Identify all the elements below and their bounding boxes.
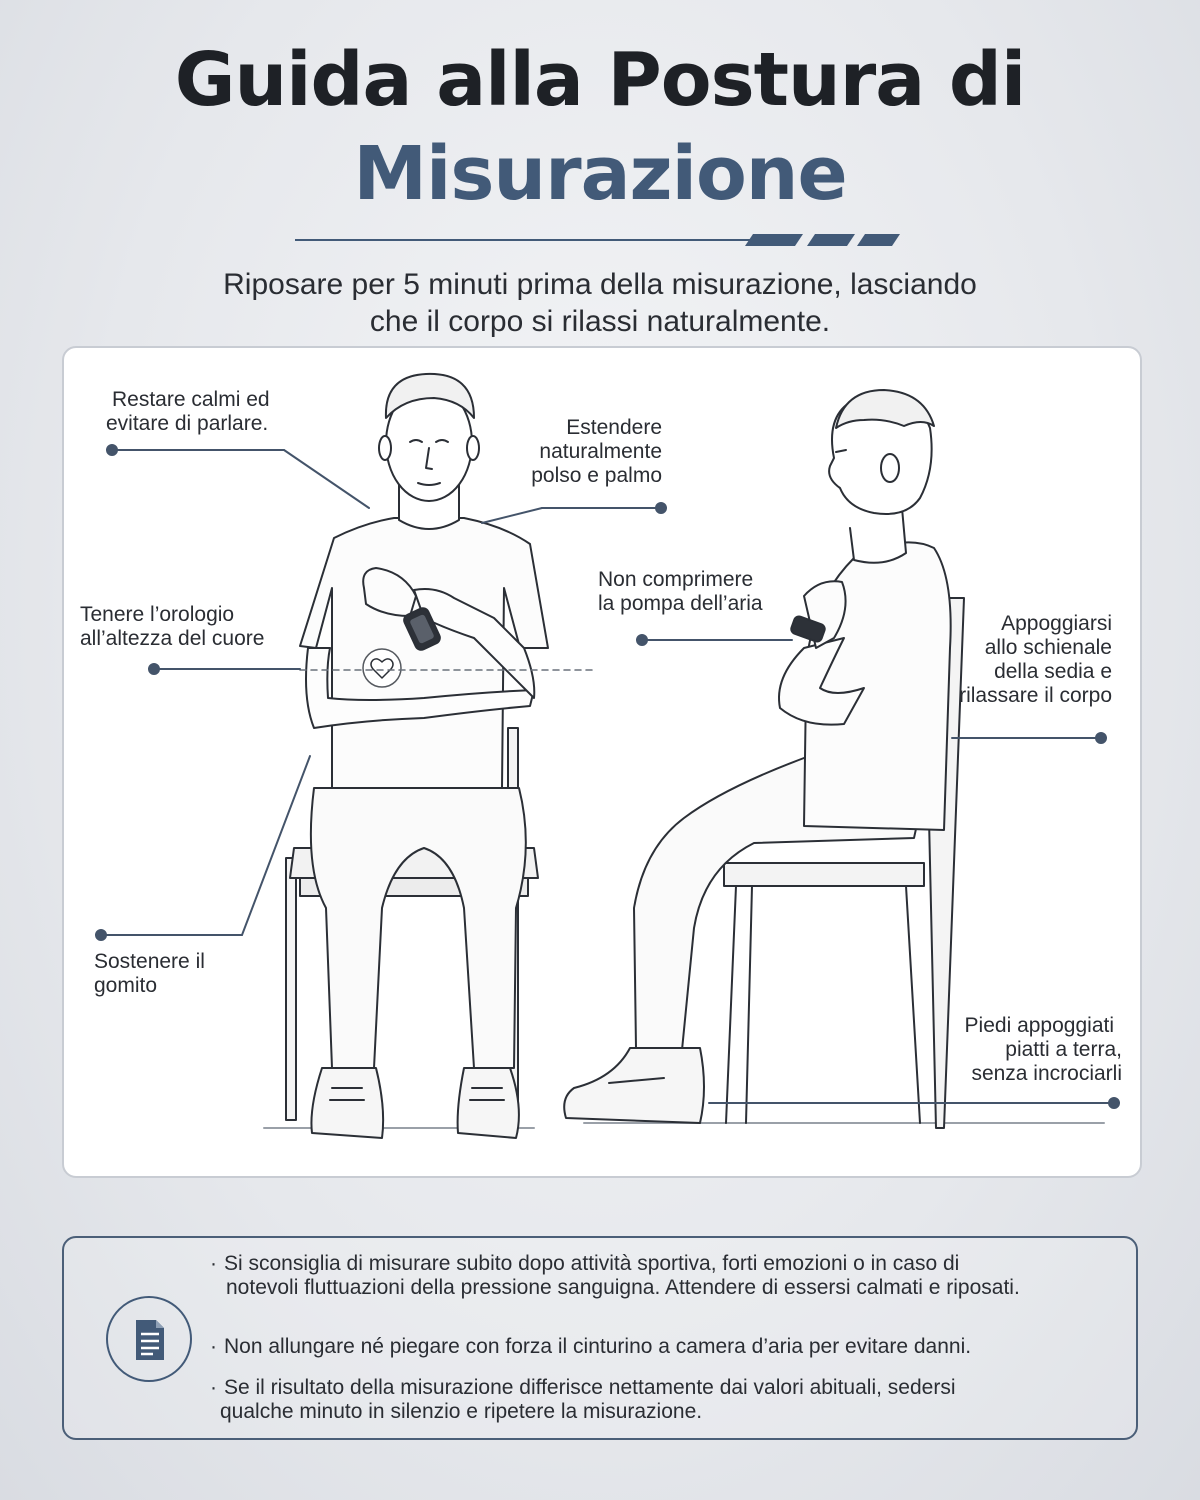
callout-feet-line2: piatti a terra, — [1005, 1038, 1122, 1061]
callout-feet-flat — [934, 1014, 1122, 1086]
callout-back-line3: della sedia e — [994, 660, 1112, 683]
callout-chair-back — [920, 612, 1112, 708]
callout-heart-line2: all’altezza del cuore — [80, 627, 265, 650]
callout-calm-line1: Restare calmi ed — [112, 388, 270, 411]
callout-extend-line1: Estendere — [566, 416, 662, 439]
callout-back-line4: rilassare il corpo — [959, 684, 1112, 707]
callout-back-line1: Appoggiarsi — [1001, 612, 1112, 635]
callout-calm-line2: evitare di parlare. — [106, 412, 269, 435]
callout-heart-level — [80, 603, 264, 651]
note-item-3 — [210, 1376, 955, 1424]
callout-connectors — [96, 445, 1119, 1108]
posture-illustration-panel — [62, 346, 1142, 1178]
note-1-line1: Si sconsiglia di misurare subito dopo attività sportiva, forti emozioni o in caso di — [224, 1252, 960, 1275]
page-title-line2: Misurazione — [353, 131, 847, 217]
note-1-line2: notevoli fluttuazioni della pressione sanguigna. Attendere di essersi calmati e riposati. — [226, 1276, 1020, 1299]
callout-pump-line2: la pompa dell’aria — [598, 592, 763, 615]
bullet-3: · — [210, 1376, 217, 1399]
notes-box — [62, 1236, 1138, 1440]
page-title-line1: Guida alla Postura di — [174, 37, 1026, 123]
subtitle-line1: Riposare per 5 minuti prima della misurazione, lasciando — [223, 268, 977, 301]
callout-extend-wrist — [502, 416, 662, 488]
side-view-person — [564, 390, 964, 1128]
bullet-1: · — [210, 1252, 217, 1275]
subtitle-line2: che il corpo si rilassi naturalmente. — [369, 305, 831, 338]
title-divider — [295, 232, 905, 250]
note-3-line2: qualche minuto in silenzio e ripetere la misurazione. — [220, 1400, 703, 1423]
note-item-2 — [210, 1335, 971, 1359]
callout-extend-line3: polso e palmo — [531, 464, 662, 487]
bullet-2: · — [210, 1335, 217, 1358]
note-3-line1: Se il risultato della misurazione differisce nettamente dai valori abituali, sedersi — [224, 1376, 956, 1399]
callout-support-elbow — [94, 950, 205, 998]
heart-icon-circle — [363, 649, 401, 687]
callout-elbow-line2: gomito — [94, 974, 158, 997]
callout-elbow-line1: Sostenere il — [94, 950, 205, 973]
callout-feet-line1: Piedi appoggiati — [964, 1014, 1114, 1037]
callout-air-pump — [598, 568, 763, 616]
callout-heart-line1: Tenere l’orologio — [80, 603, 235, 626]
document-icon — [106, 1296, 192, 1382]
subtitle — [100, 266, 1100, 340]
callout-calm — [106, 388, 270, 436]
note-item-1 — [210, 1252, 1020, 1300]
front-view-person — [286, 374, 594, 1138]
callout-feet-line3: senza incrociarli — [971, 1062, 1122, 1085]
callout-extend-line2: naturalmente — [539, 440, 662, 463]
note-2-line1: Non allungare né piegare con forza il cinturino a camera d’aria per evitare danni. — [224, 1335, 972, 1358]
callout-pump-line1: Non comprimere — [598, 568, 754, 591]
callout-back-line2: allo schienale — [984, 636, 1112, 659]
